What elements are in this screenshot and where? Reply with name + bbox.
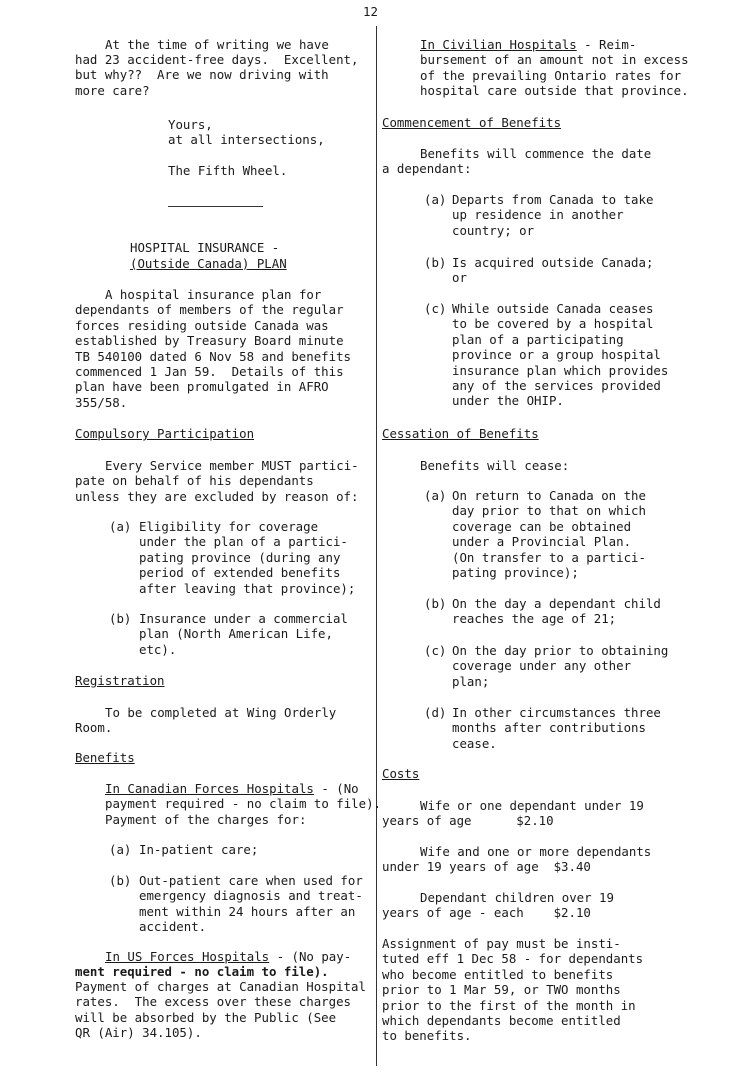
cf-b-text: Out-patient care when used for emergency diagnosis and treat- ment within 24 hours after an accident.	[139, 873, 363, 935]
commencement-paragraph: Benefits will commence the date a dependant:	[382, 146, 652, 177]
page-number: 12	[363, 4, 378, 19]
intro-paragraph-first: At the time of writing we have	[105, 37, 329, 52]
cess-a-text: On return to Canada on the day prior to that on which coverage can be obtained under a Provincial Plan. (On transfer to a partici- pating province);	[452, 488, 646, 581]
commencement-heading: Commencement of Benefits	[382, 115, 562, 130]
us-forces-heading: In US Forces Hospitals	[105, 949, 270, 964]
canadian-forces-text: - (No payment required - no claim to file). Payment of the charges for:	[105, 781, 382, 827]
compulsory-a-label: (a)	[109, 519, 132, 534]
us-forces-paragraph: Payment of charges at Canadian Hospital rates. The excess over these charges will be absorbed by the Public (See QR (Air) 34.105).	[75, 979, 366, 1041]
comm-a-label: (a)	[424, 192, 447, 207]
civilian-heading: In Civilian Hospitals	[420, 37, 577, 52]
comm-c-text: While outside Canada ceases to be covered by a hospital plan of a participating province or a group hospital insurance plan which provides any of the services provided under the OHIP.	[452, 301, 669, 409]
registration-heading: Registration	[75, 673, 165, 688]
registration-paragraph: To be completed at Wing Orderly Room.	[75, 705, 337, 736]
cess-d-text: In other circumstances three months after contributions cease.	[452, 705, 661, 751]
canadian-forces-heading: In Canadian Forces Hospitals	[105, 781, 314, 796]
cess-b-label: (b)	[424, 596, 447, 611]
civilian-line1: In Civilian Hospitals - Reim- bursement of an amount not in excess of the prevailing Ontario rates for hospital care outside that province.	[420, 37, 689, 99]
comm-c-label: (c)	[424, 301, 447, 316]
us-forces-line1: In US Forces Hospitals - (No pay-	[105, 949, 352, 964]
cess-c-text: On the day prior to obtaining coverage under any other plan;	[452, 643, 669, 689]
cessation-heading: Cessation of Benefits	[382, 426, 539, 441]
cf-b-label: (b)	[109, 873, 132, 888]
comm-b-text: Is acquired outside Canada; or	[452, 255, 654, 286]
cost-wife-one-dependant: Wife or one dependant under 19 years of age $2.10	[382, 798, 644, 829]
cessation-paragraph: Benefits will cease:	[420, 458, 570, 473]
cess-b-text: On the day a dependant child reaches the age of 21;	[452, 596, 661, 627]
column-divider	[376, 26, 377, 1066]
cf-a-label: (a)	[109, 842, 132, 857]
compulsory-a-text: Eligibility for coverage under the plan of a partici- pating province (during any period of extended benefits after leaving that province);	[139, 519, 356, 596]
comm-a-text: Departs from Canada to take up residence in another country; or	[452, 192, 654, 238]
document-title-line2: (Outside Canada) PLAN	[130, 256, 287, 271]
document-title-line1: HOSPITAL INSURANCE -	[130, 240, 280, 255]
compulsory-b-label: (b)	[109, 611, 132, 626]
us-forces-bold: ment required - no claim to file).	[75, 964, 329, 979]
cost-wife-more-dependants: Wife and one or more dependants under 19 years of age $3.40	[382, 844, 652, 875]
comm-b-label: (b)	[424, 255, 447, 270]
plan-paragraph: A hospital insurance plan for dependants of members of the regular forces residing outside Canada was established by Treasury Board minute TB 540100 dated 6 Nov 58 and benefits commenced 1 Jan 59. Details of this plan have been promulgated in AFRO 355/58.	[75, 287, 352, 410]
cess-a-label: (a)	[424, 488, 447, 503]
compulsory-paragraph: Every Service member MUST partici- pate on behalf of his dependants unless they are excluded by reason of:	[75, 458, 359, 504]
costs-heading: Costs	[382, 766, 420, 781]
cf-a-text: In-patient care;	[139, 842, 259, 857]
separator-rule	[168, 206, 263, 207]
intro-paragraph: had 23 accident-free days. Excellent, but why?? Are we now driving with more care?	[75, 52, 359, 98]
cess-c-label: (c)	[424, 643, 447, 658]
benefits-heading: Benefits	[75, 750, 135, 765]
assignment-paragraph: Assignment of pay must be insti- tuted eff 1 Dec 58 - for dependants who become entitled to benefits prior to 1 Mar 59, or TWO months prior to the first of the month in which dependants become entitled to benefits.	[382, 936, 644, 1044]
cess-d-label: (d)	[424, 705, 447, 720]
signature: The Fifth Wheel.	[168, 163, 288, 178]
cost-children-over-19: Dependant children over 19 years of age - each $2.10	[382, 890, 614, 921]
canadian-forces-line1	[105, 781, 381, 827]
signoff: Yours, at all intersections,	[168, 117, 325, 148]
compulsory-heading: Compulsory Participation	[75, 426, 255, 441]
compulsory-b-text: Insurance under a commercial plan (North American Life, etc).	[139, 611, 348, 657]
